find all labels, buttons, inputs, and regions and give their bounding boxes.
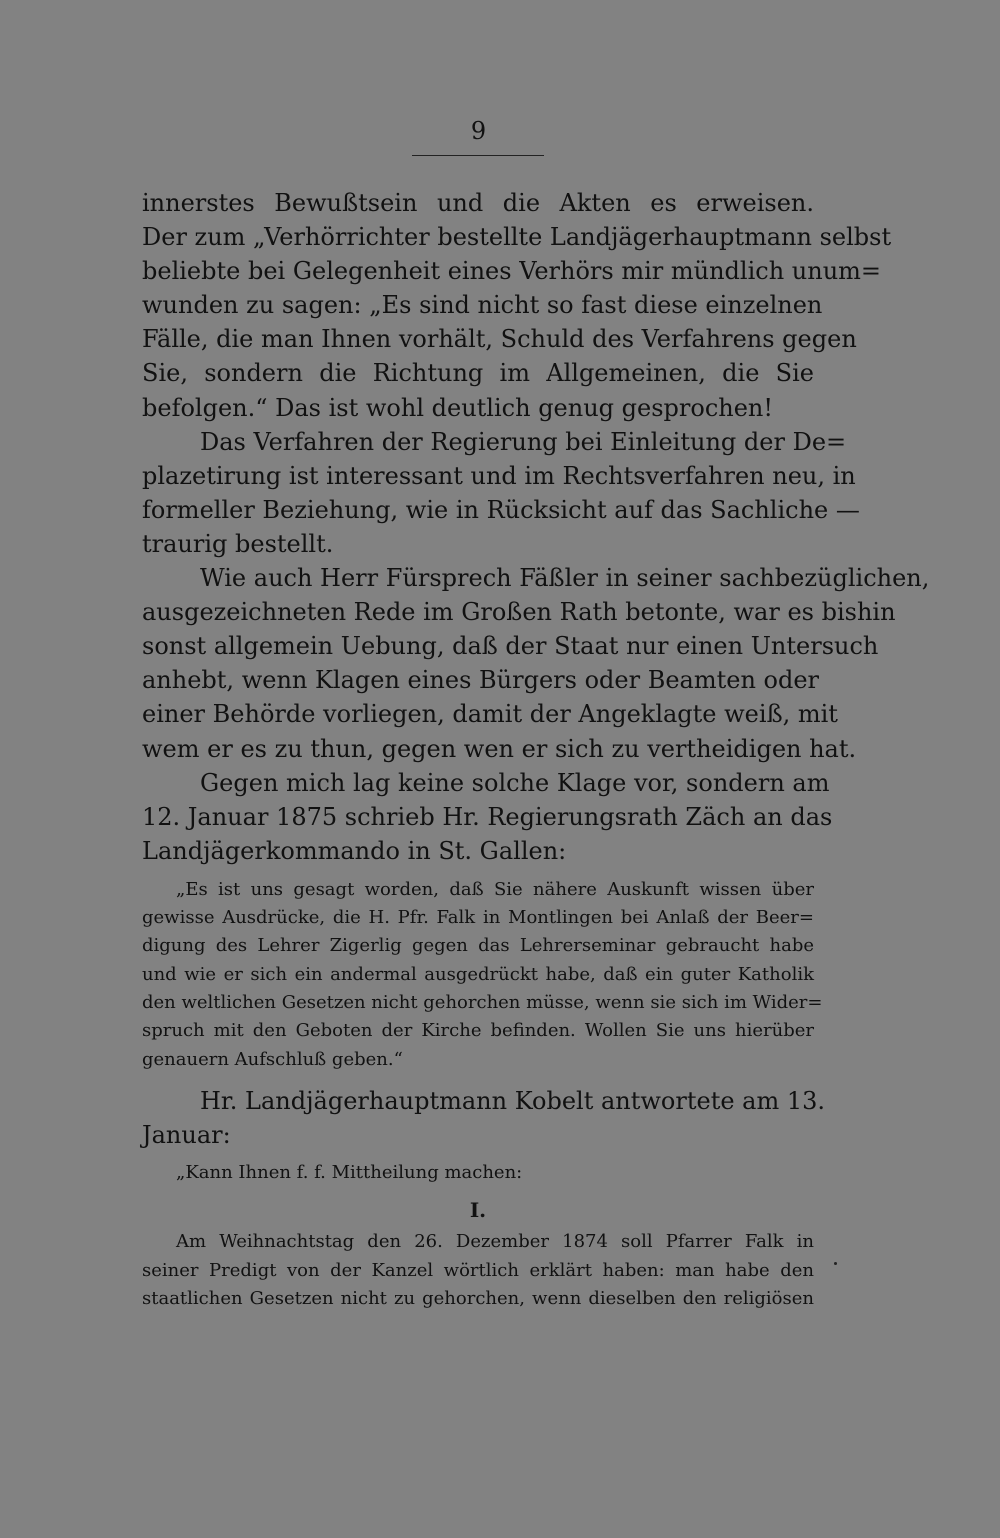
text-line: innerstes Bewußtsein und die Akten es erweisen. [142, 189, 814, 217]
text-line: Fälle, die man Ihnen vorhält, Schuld des Verfahrens gegen [142, 325, 857, 354]
text-line: formeller Beziehung, wie in Rücksicht auf das Sachliche — [142, 495, 860, 524]
section-number: I. [469, 1198, 487, 1223]
paragraph-continuation [142, 186, 892, 425]
section-line: seiner Predigt von der Kanzel wörtlich erklärt haben: man habe den [142, 1259, 814, 1281]
text-line: sonst allgemein Uebung, daß der Staat nur einen Untersuch [142, 632, 879, 661]
quote-line: und wie er sich ein andermal ausgedrückt habe, daß ein guter Katholik [142, 963, 814, 985]
body-text [142, 186, 930, 1314]
block-quote [142, 876, 823, 1074]
text-line: wem er es zu thun, gegen wen er sich zu vertheidigen hat. [142, 734, 857, 763]
quote-line: spruch mit den Geboten der Kirche befinden. Wollen Sie uns hierüber [142, 1020, 814, 1042]
quote-line: den weltlichen Gesetzen nicht gehorchen müsse, wenn sie sich im Wider= [142, 992, 823, 1014]
header-rule [412, 155, 544, 156]
text-line: Sie, sondern die Richtung im Allgemeinen, die Sie [142, 359, 814, 388]
text-line: einer Behörde vorliegen, damit der Angeklagte weiß, mit [142, 700, 838, 729]
text-line: Hr. Landjägerhauptmann Kobelt antwortete am 13. [200, 1086, 826, 1115]
section-line: staatlichen Gesetzen nicht zu gehorchen, wenn dieselben den religiösen [142, 1288, 814, 1310]
quote-line: genauern Aufschluß geben.“ [142, 1048, 403, 1070]
text-line: Der zum „Verhörrichter bestellte Landjägerhauptmann selbst [142, 223, 892, 252]
text-line: beliebte bei Gelegenheit eines Verhörs mir mündlich unum= [142, 257, 882, 286]
text-line: ausgezeichneten Rede im Großen Rath betonte, war es bishin [142, 598, 896, 627]
paragraph-klage [142, 766, 833, 868]
text-line: traurig bestellt. [142, 529, 334, 558]
print-speck [834, 1262, 837, 1265]
text-line: Januar: [142, 1121, 231, 1150]
text-line: Wie auch Herr Fürsprech Fäßler in seiner sachbezüglichen, [200, 564, 930, 593]
text-line: wunden zu sagen: „Es sind nicht so fast diese einzelnen [142, 291, 823, 320]
text-line: Das Verfahren der Regierung bei Einleitung der De= [200, 427, 847, 456]
text-line: Landjägerkommando in St. Gallen: [142, 836, 567, 865]
section-line: Am Weihnachtstag den 26. Dezember 1874 soll Pfarrer Falk in [176, 1231, 814, 1253]
paragraph-reply [142, 1084, 826, 1152]
text-line: anhebt, wenn Klagen eines Bürgers oder Beamten oder [142, 666, 820, 695]
quote-line: gewisse Ausdrücke, die H. Pfr. Falk in Montlingen bei Anlaß der Beer= [142, 907, 814, 929]
paragraph-deplazetirung [142, 425, 860, 561]
reply-quote [142, 1158, 814, 1188]
quote-line: „Kann Ihnen f. f. Mittheilung machen: [176, 1162, 523, 1184]
text-line: plazetirung ist interessant und im Rechtsverfahren neu, in [142, 461, 856, 490]
text-line: 12. Januar 1875 schrieb Hr. Regierungsrath Zäch an das [142, 802, 833, 831]
section-paragraph [142, 1228, 814, 1314]
paragraph-faessler [142, 561, 930, 766]
page-number: 9 [470, 117, 488, 145]
quote-line: „Es ist uns gesagt worden, daß Sie nähere Auskunft wissen über [176, 878, 814, 900]
quote-line: digung des Lehrer Zigerlig gegen das Lehrerseminar gebraucht habe [142, 935, 814, 957]
text-line: befolgen.“ Das ist wohl deutlich genug gesprochen! [142, 393, 774, 422]
text-line: Gegen mich lag keine solche Klage vor, sondern am [200, 768, 830, 797]
